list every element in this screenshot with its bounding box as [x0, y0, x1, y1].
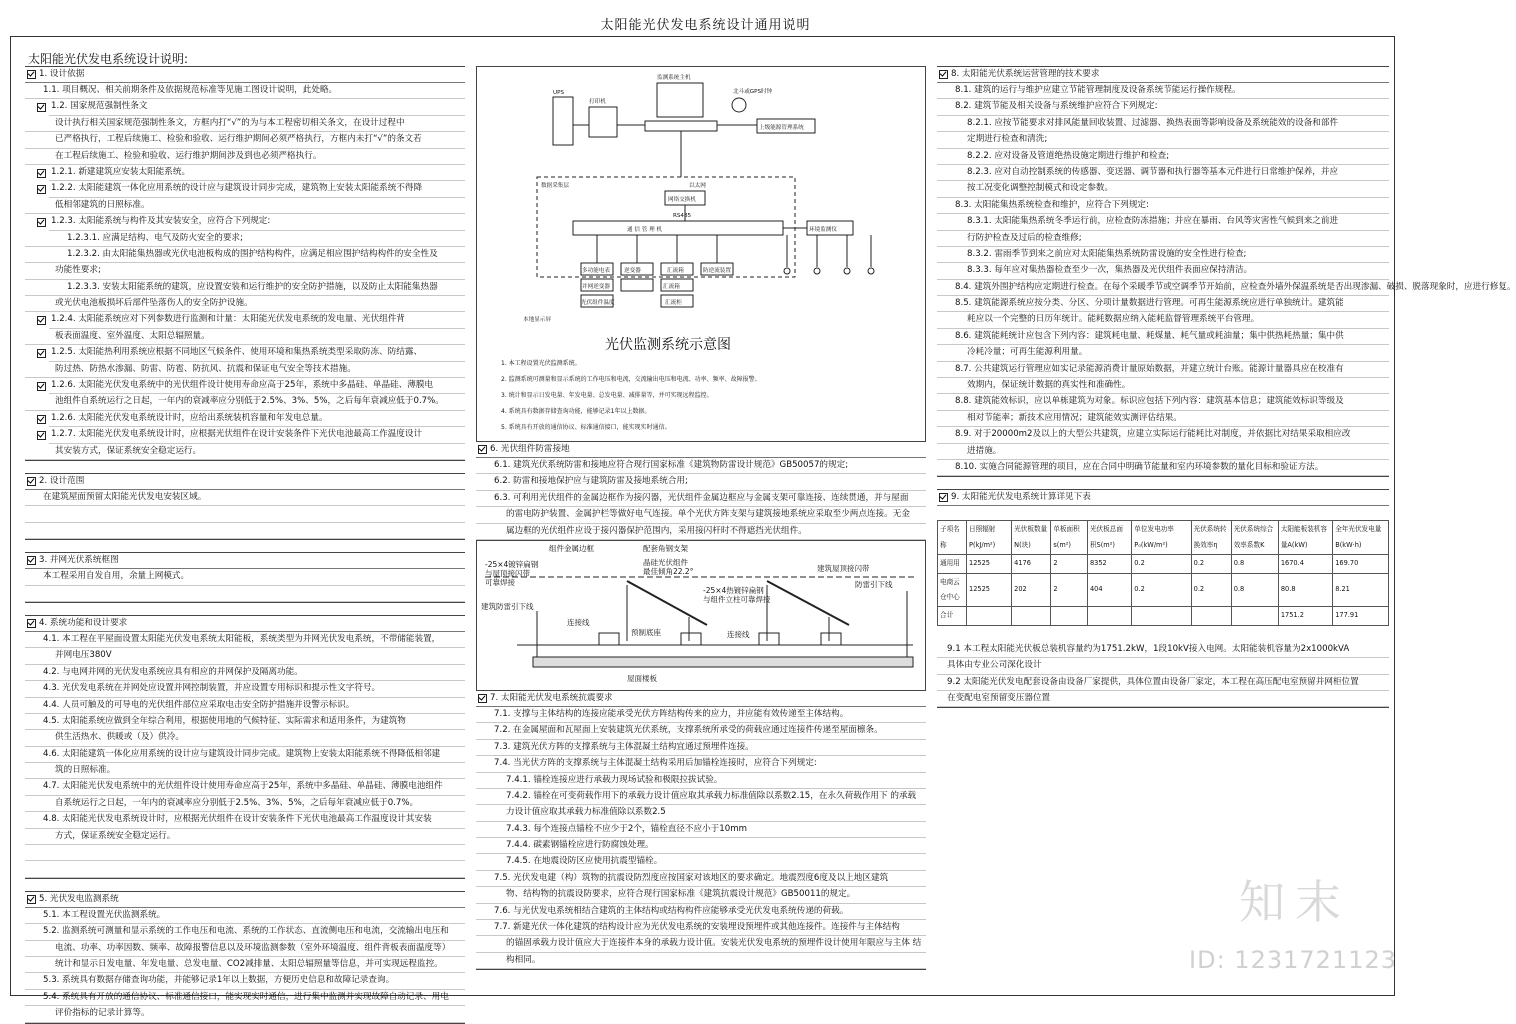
section-title: 3. 并网光伏系统框图: [39, 554, 119, 565]
left-column: [25, 66, 465, 1024]
list-item: 8.2.3. 应对自动控制系统的传感器、变送器、调节器和执行器等基本元件进行日常维护保养，并应: [937, 165, 1389, 181]
table-cell: 4176: [1012, 555, 1051, 573]
list-item: 在建筑屋面预留太阳能光伏发电安装区域。: [25, 490, 465, 506]
label-panel: 晶硅光伏组件最佳倾角22.2°: [643, 557, 694, 576]
list-item: 8.3. 太阳能集热系统检查和维护，应符合下列规定:: [937, 198, 1389, 214]
table-cell: 0.8: [1231, 555, 1278, 573]
table-header: 单板面积s(m²): [1051, 521, 1088, 555]
list-item: 8.3.2. 雷雨季节到来之前应对太阳能集热系统防雷设施的安全性进行检查;: [937, 247, 1389, 263]
checkbox-icon: [27, 477, 36, 486]
table-header: 日照辐射P(kJ/m²): [967, 521, 1012, 555]
label-steel: -25×4镀锌扁钢与屋顶接闪带可靠焊接: [485, 559, 539, 587]
sensor-icon: [814, 268, 820, 274]
precast-base: [681, 633, 701, 645]
table-cell: 12525: [967, 573, 1012, 607]
list-item: 8.7. 公共建筑运行管理应如实记录能源消费计量原始数据，并建立统计台账。能源计量器具应在校准有: [937, 362, 1389, 378]
list-item: 8.3.1. 太阳能集热系统冬季运行前，应检查防冻措施；并应在暴雨、台风等灾害性气候到来之前进: [937, 214, 1389, 230]
label-conn2: 连接线: [727, 629, 750, 639]
table-cell: [967, 607, 1012, 625]
list-item: 在工程后续施工、检验和验收、运行维护期间涉及到也必须严格执行。: [25, 149, 465, 165]
list-item: 5.1. 本工程设置光伏监测系统。: [25, 908, 465, 924]
section-4: [25, 615, 465, 879]
list-item: 自系统运行之日起，一年内的衰减率应分别低于2.5%、3%、5%，之后每年衰减应低于0.7%。: [25, 796, 465, 812]
list-item: 物、结构物的抗震设防要求，应符合现行国家标准《建筑抗震设计规范》GB50011的规定。: [476, 887, 926, 903]
calc-table: [937, 520, 1389, 625]
list-item: 8.5. 建筑能源系统应按分类、分区、分项计量数据进行管理。可再生能源系统应进行单独统计。建筑能: [937, 296, 1389, 312]
monitoring-diagram: [476, 66, 926, 442]
page-title: 太阳能光伏发电系统设计通用说明: [600, 18, 811, 33]
table-cell: 通用用: [938, 555, 967, 573]
list-item: 冷耗冷量；可再生能源利用量。: [937, 345, 1389, 361]
label-rs485: RS485: [673, 213, 692, 219]
table-cell: 8.21: [1333, 573, 1389, 607]
checkbox-icon: [37, 316, 46, 325]
section-8: [937, 66, 1516, 477]
checkbox-icon: [939, 493, 948, 502]
table-cell: 0.2: [1132, 555, 1191, 573]
list-item: 4.5. 太阳能系统应做到全年综合利用，根据使用地的气候特征、实际需求和适用条件，为建筑物: [25, 714, 465, 730]
lightning-diagram: [476, 541, 926, 691]
checkbox-icon: [37, 415, 46, 424]
label-upper: 上级能源管理系统: [759, 125, 804, 131]
section-title: 4. 系统功能和设计要求: [39, 617, 128, 628]
section-9: [937, 489, 1389, 708]
list-item: 7.2. 在金属屋面和瓦屋面上安装建筑光伏系统，支撑系统所承受的荷载应通过连接件传递至屋面檩条。: [476, 723, 926, 739]
list-item: 1.2.3.1. 应满足结构、电气及防火安全的要求;: [25, 231, 465, 247]
list-item: 属边框的光伏组件应设于接闪器保护范围内，采用接闪杆时不得遮挡光伏组件。: [476, 524, 926, 540]
table-cell: 0.2: [1191, 555, 1231, 573]
monitoring-diagram-svg: [477, 67, 925, 441]
list-item: 8.10. 实施合同能源管理的项目，应在合同中明确节能量和室内环境参数的量化目标和验证方法。: [937, 460, 1389, 476]
table-cell: 电商云仓中心: [938, 573, 967, 607]
label-host: 监测系统主机: [657, 75, 691, 81]
list-item: 相对节能率；新技术应用情况；建筑能效实测评估结果。: [937, 411, 1389, 427]
blank-row: [25, 845, 465, 861]
label-inverter: 逆变器: [624, 268, 641, 274]
section-title: 6. 光伏组件防雷接地: [490, 443, 570, 454]
list-item: 8.9. 对于20000m2及以上的大型公共建筑，应建立实际运行能耗比对制度，并依据比对结果采取相应改: [937, 427, 1389, 443]
table-cell: 0.2: [1191, 573, 1231, 607]
checkbox-icon: [939, 70, 948, 79]
list-item: 4.8. 太阳能光伏发电系统设计时，应根据光伏组件在设计安装条件下光伏电池最高工作温度设计其安装: [25, 812, 465, 828]
section-7-rows: [476, 707, 926, 969]
section-5-rows: [25, 908, 465, 1023]
table-row: [938, 573, 1389, 607]
right-column: [937, 66, 1516, 708]
section-title: 2. 设计范围: [39, 475, 85, 486]
label-base: 预制底座: [631, 627, 661, 637]
pv-panel-1: [627, 581, 707, 625]
list-item: 在变配电室预留变压器位置: [937, 691, 1389, 707]
middle-column: [476, 66, 926, 970]
label-bracket: 配套角钢支架: [643, 543, 688, 553]
section-title: 5. 光伏发电监测系统: [39, 893, 119, 904]
table-cell: 169.70: [1333, 555, 1389, 573]
table-header: 太阳能板装机容量A(kW): [1278, 521, 1332, 555]
label-printer: 打印机: [589, 99, 606, 105]
list-item: 8.2.1. 应按节能要求对排风能量回收装置、过滤器、换热表面等影响设备及系统能效的设备和部件: [937, 116, 1389, 132]
label-gps: 北斗或GPS时钟: [733, 89, 773, 95]
list-item: 4.1. 本工程在平屋面设置太阳能光伏发电系统太阳能板，系统类型为并网光伏发电系统，不带储能装置，: [25, 632, 465, 648]
label-ups: UPS: [553, 90, 565, 96]
list-item: 电流、功率、功率因数、频率、故障报警信息以及环境监测参数（室外环境温度、组件背板表面温度等）: [25, 941, 465, 957]
label-cabinet: 汇流柜: [665, 300, 682, 306]
list-item: 的锚固承载力设计值应大于连接件本身的承载力设计值。安装光伏发电系统的预埋件设计使用年限应与主体 结: [476, 936, 926, 952]
label-bus: 通 信 管 理 机: [627, 227, 663, 233]
list-item: 1.2.7. 太阳能光伏发电系统设计时，应根据光伏组件在设计安装条件下光伏电池最高工作温度设计: [49, 427, 465, 443]
list-item: 6.3. 可利用光伏组件的金属边框作为接闪器，光伏组件金属边框应与金属支架可靠连接、连续贯通，并与屋面: [476, 491, 926, 507]
collection-layer-box: [537, 177, 795, 277]
label-floor: 屋面楼板: [627, 673, 657, 683]
monitor-icon: [657, 83, 703, 117]
table-cell: 1751.2: [1278, 607, 1332, 625]
checkbox-icon: [27, 556, 36, 565]
watermark-logo: 知末: [1239, 875, 1351, 929]
list-item: 1.2.6. 太阳能光伏发电系统中的光伏组件设计使用寿命应高于25年，系统中多晶硅、单晶硅、薄膜电: [49, 378, 465, 394]
watermark-id: ID: 1231721123: [1189, 946, 1397, 974]
checkbox-icon: [27, 619, 36, 628]
label-box2: 汇流箱: [663, 284, 680, 290]
table-cell: 合计: [938, 607, 967, 625]
section-title: 1. 设计依据: [39, 68, 85, 79]
section-8-rows: [937, 83, 1516, 476]
section-6-rows: [476, 458, 926, 540]
blank-row: [25, 861, 465, 877]
section-title: 9. 太阳能光伏发电系统计算详见下表: [951, 492, 1091, 503]
list-item: 效期内，保证统计数据的真实性和准确性。: [937, 378, 1389, 394]
list-item: 1.2.3.2. 由太阳能集热器或光伏电池板构成的围护结构构件，应满足相应围护结构构件的安全性及: [25, 247, 465, 263]
blank-row: [25, 586, 465, 602]
diagram-note: 3. 统计和显示日发电量、年发电量、总发电量、减排量等，并可实现远程监控。: [501, 392, 713, 399]
diagram-note: 1. 本工程设置光伏监测系统。: [501, 360, 581, 367]
checkbox-icon: [27, 70, 36, 79]
section-title: 8. 太阳能光伏系统运营管理的技术要求: [951, 68, 1100, 79]
diagram-note: 2. 监测系统可测量和显示系统的工作电压和电流，交流输出电压和电流、功率、频率、故障报警。: [501, 376, 761, 383]
table-cell: 202: [1012, 573, 1051, 607]
list-item: 防过热、防热水渗漏、防雷、防雹、防抗风、抗震和保证电气安全等技术措施。: [25, 362, 465, 378]
table-cell: 0.2: [1132, 573, 1191, 607]
table-cell: 1670.4: [1278, 555, 1332, 573]
list-item: 行防护检查及过后的检查维修;: [937, 231, 1389, 247]
table-row: [938, 555, 1389, 573]
label-switch: 以太网: [689, 183, 706, 189]
section-7: [476, 691, 926, 970]
list-item: 1.2.2. 太阳能建筑一体化应用系统的设计应与建筑设计同步完成，建筑物上安装太阳能系统不得降: [49, 181, 465, 197]
lightning-diagram-svg: [477, 541, 925, 689]
list-item: 7.4.1. 锚栓连接应进行承载力现场试验和极限拉拔试验。: [476, 773, 926, 789]
label-env: 环境监测仪: [809, 227, 837, 233]
list-item: 6.2. 防雷和接地保护应与建筑防雷及接地系统合用;: [476, 474, 926, 490]
list-item: 4.6. 太阳能建筑一体化应用系统的设计应与建筑设计同步完成。建筑物上安装太阳能系统不得降低相邻建: [25, 747, 465, 763]
list-item: 6.1. 建筑光伏系统防雷和接地应符合现行国家标准《建筑物防雷设计规范》GB50057的规定;: [476, 458, 926, 474]
checkbox-icon: [37, 169, 46, 178]
precast-base: [821, 633, 841, 645]
list-item: 并网电压380V: [25, 648, 465, 664]
checkbox-icon: [37, 103, 46, 112]
list-item: 耗应以一个完整的日历年统计。能耗数据应纳入能耗监督管理系统平台管理。: [937, 312, 1389, 328]
list-item: 的雷电防护装置、金属护栏等做好电气连接。单个光伏方阵支架与建筑接地系统应采取至少两点连接。无金: [476, 507, 926, 523]
list-item: 1.2.3. 太阳能系统与构件及其安装安全，应符合下列规定:: [49, 214, 465, 230]
calc-table-body: [938, 555, 1389, 626]
list-item: 7.5. 光伏发电建（构）筑物的抗震设防烈度应按国家对该地区的要求确定。地震烈度6度及以上地区建筑: [476, 871, 926, 887]
list-item: 1.2.1. 新建建筑应安装太阳能系统。: [49, 165, 465, 181]
section-6: [476, 442, 926, 541]
list-item: 筑的日照标准。: [25, 763, 465, 779]
list-item: 其安装方式，保证系统安全稳定运行。: [25, 444, 465, 460]
list-item: 定期进行检查和清洗;: [937, 132, 1389, 148]
list-item: 7.7. 新建光伏一体化建筑的结构设计应为光伏发电系统的安装埋设预埋件或其他连接件。连接件与主体结构: [476, 920, 926, 936]
list-item: 4.7. 太阳能光伏发电系统中的光伏组件设计使用寿命应高于25年，系统中多晶硅、单晶硅、薄膜电池组件: [25, 779, 465, 795]
section-2: [25, 473, 465, 540]
list-item: 力设计值应取其承载力标准值除以系数2.5: [476, 805, 926, 821]
table-cell: 8352: [1087, 555, 1131, 573]
table-header: 光伏板总面积S(m²): [1087, 521, 1131, 555]
pv-panel-2: [767, 581, 849, 625]
list-item: 8.3.3. 每年应对集热器检查至少一次，集热器及光伏组件表面应保持清洁。: [937, 263, 1389, 279]
checkbox-icon: [37, 431, 46, 440]
list-item: 8.4. 建筑外围护结构应定期进行检查。在每个采暖季节或空调季节开始前，应检查外墙外保温系统是否出现渗漏、破损、脱落现象时，应进行修复。: [937, 280, 1389, 296]
table-cell: 80.8: [1278, 573, 1332, 607]
section-1-rows: [25, 83, 465, 460]
label-collection: 数据采集层: [541, 183, 569, 189]
list-item: 4.2. 与电网并网的光伏发电系统应具有相应的并网保护及隔离功能。: [25, 665, 465, 681]
diagram-note: 4. 系统具有数据存储查询功能，能够记录1年以上数据。: [501, 408, 651, 415]
label-down-right: 防雷引下线: [855, 579, 893, 589]
checkbox-icon: [37, 218, 46, 227]
table-header: 光伏板数量N(块): [1012, 521, 1051, 555]
table-cell: 404: [1087, 573, 1131, 607]
table-header: 单位发电功率P₀(kW/m²): [1132, 521, 1191, 555]
diagram-title: 光伏监测系统示意图: [605, 337, 731, 353]
checkbox-icon: [37, 185, 46, 194]
ups-icon: [553, 97, 573, 145]
table-header: 光伏系统综合效率系数K: [1231, 521, 1278, 555]
list-item: 7.4.2. 锚栓在可变荷载作用下的承载力设计值应取其承载力标准值除以系数2.15，在永久荷载作用下 的承载: [476, 789, 926, 805]
table-header: 子项名称: [938, 521, 967, 555]
list-item: 低相邻建筑的日照标准。: [25, 198, 465, 214]
label-conn: 连接线: [567, 617, 590, 627]
sensor-icon: [784, 268, 790, 274]
list-item: 进措施。: [937, 444, 1389, 460]
list-item: 供生活热水、供暖或（及）供冷。: [25, 730, 465, 746]
section-1: [25, 66, 465, 461]
checkbox-icon: [27, 895, 36, 904]
roof-slab: [533, 657, 913, 667]
list-item: 方式，保证系统安全稳定运行。: [25, 829, 465, 845]
list-item: 构相同。: [476, 953, 926, 969]
table-header-row: [938, 521, 1389, 555]
blank-row: [25, 506, 465, 522]
label-combiner: 汇流箱: [667, 268, 684, 274]
list-item: 8.1. 建筑的运行与维护应建立节能管理制度及设备系统节能运行操作规程。: [937, 83, 1389, 99]
label-temp: 光伏组件温度: [581, 300, 615, 306]
section-5: [25, 891, 465, 1024]
list-item: 7.1. 支撑与主体结构的连接应能承受光伏方阵结构传来的应力，并应能有效传递至主体结构。: [476, 707, 926, 723]
label-steel2: -25×4热镀锌扁钢与组件立柱可靠焊接: [703, 585, 771, 604]
list-item: 评价指标的记录计算等。: [25, 1006, 465, 1022]
table-cell: [1191, 607, 1231, 625]
list-item: 板表面温度、室外温度、太阳总辐照量。: [25, 329, 465, 345]
checkbox-icon: [37, 382, 46, 391]
list-item: 1.2.5. 太阳能热利用系统应根据不同地区气候条件、使用环境和集热系统类型采取防冻、防结露、: [49, 345, 465, 361]
label-relay: 防逆流装置: [703, 268, 731, 274]
list-item: 8.8. 建筑能效标识，应以单栋建筑为对象。标识应包括下列内容：建筑基本信息；建筑能效标识等级及: [937, 394, 1389, 410]
list-item: 9.2 太阳能光伏发电配套设备由设备厂家提供，具体位置由设备厂家定，本工程在高压配电室预留并网柜位置: [937, 675, 1389, 691]
list-item: 1.2.4. 太阳能系统应对下列参数进行监测和计量：太阳能光伏发电系统的发电量、光伏组件背: [49, 312, 465, 328]
table-cell: [1051, 607, 1088, 625]
list-item: 统计和显示日发电量、年发电量、总发电量、CO2减排量、太阳总辐照量等信息，并可实现远程监控。: [25, 957, 465, 973]
list-item: 按工况变化调整控制模式和设定参数。: [937, 181, 1389, 197]
table-cell: [1087, 607, 1131, 625]
list-item: 8.2. 建筑节能及相关设备与系统维护应符合下列规定:: [937, 99, 1389, 115]
list-item: 已严格执行，工程后续施工、检验和验收、运行维护期间必须严格执行，方框内未打“√”的条文若: [25, 132, 465, 148]
printer-icon: [589, 107, 617, 137]
label-down-left: 建筑防雷引下线: [481, 601, 534, 611]
table-header: 光伏系统转换效率η: [1191, 521, 1231, 555]
table-cell: 2: [1051, 573, 1088, 607]
table-row: [938, 607, 1389, 625]
inverter-box-2: [621, 279, 653, 291]
list-item: 5.3. 系统具有数据存储查询功能，并能够记录1年以上数据，方便历史信息和故障记录查询。: [25, 973, 465, 989]
list-item: 池组件自系统运行之日起，一年内的衰减率应分别低于2.5%、3%、5%，之后每年衰减应低于0.7%。: [25, 394, 465, 410]
table-cell: 12525: [967, 555, 1012, 573]
list-item: 或光伏电池板损坏后部件坠落伤人的安全防护设施。: [25, 296, 465, 312]
comm-manager-box: [573, 221, 783, 235]
list-item: 8.2.2. 应对设备及管道绝热设施定期进行维护和检查;: [937, 149, 1389, 165]
precast-base: [599, 633, 619, 645]
checkbox-icon: [478, 445, 487, 454]
sensor-icon: [868, 268, 874, 274]
blank-row: [25, 523, 465, 539]
label-gateway: 网络交换机: [668, 197, 696, 203]
table-cell: 0.8: [1231, 573, 1278, 607]
list-item: 1.1. 项目概况、相关前期条件及依据规范标准等见施工图设计说明，此处略。: [25, 83, 465, 99]
list-item: 1.2. 国家规范强制性条文: [49, 99, 465, 115]
section-4-rows: [25, 632, 465, 845]
label-frame: 组件金属边框: [549, 543, 594, 553]
section-3: [25, 552, 465, 603]
label-grid-inverter: 并网逆变器: [582, 284, 610, 290]
list-item: 1.2.6. 太阳能光伏发电系统设计时，应给出系统装机容量和年发电总量。: [49, 411, 465, 427]
list-item: 9.1 本工程太阳能光伏板总装机容量约为1751.2kW，1段10kV接入电网。太阳能装机容量为2x1000kVA: [937, 642, 1389, 658]
list-item: 5.2. 监测系统可测量和显示系统的工作电压和电流、系统的工作状态、直流侧电压和电流，交流输出电压和: [25, 924, 465, 940]
sensor-icon: [844, 268, 850, 274]
list-item: 4.3. 光伏发电系统在并网处应设置并网控制装置，并应设置专用标识和提示性文字符号。: [25, 681, 465, 697]
label-belt: 建筑屋顶接闪带: [817, 563, 870, 573]
gps-antenna-icon: [732, 98, 746, 112]
keyboard-icon: [645, 121, 717, 131]
list-item: 4.4. 人员可触及的可导电的光伏组件部位应采取电击安全防护措施并设警示标识。: [25, 698, 465, 714]
table-cell: [1132, 607, 1191, 625]
table-cell: [1231, 607, 1278, 625]
checkbox-icon: [37, 349, 46, 358]
label-local: 本地显示屏: [523, 317, 551, 323]
list-item: 1.2.3.3. 安装太阳能系统的建筑，应设置安装和运行维护的安全防护措施，以及防止太阳能集热器: [25, 280, 465, 296]
table-cell: [1012, 607, 1051, 625]
list-item: 7.4. 当光伏方阵的支撑系统与主体混凝土结构采用后加锚栓连接时，应符合下列规定:: [476, 756, 926, 772]
table-header: 全年光伏发电量B(kW·h): [1333, 521, 1389, 555]
document-heading: 太阳能光伏发电系统设计说明:: [28, 52, 189, 66]
list-item: 7.4.3. 每个连接点锚栓不应少于2个，锚栓直径不应小于10mm: [476, 822, 926, 838]
table-cell: 177.91: [1333, 607, 1389, 625]
list-item: 功能性要求;: [25, 263, 465, 279]
list-item: 7.4.5. 在地震设防区应使用抗震型锚栓。: [476, 854, 926, 870]
label-meter: 多功能电表: [582, 268, 610, 274]
precast-base: [759, 633, 779, 645]
list-item: 8.6. 建筑能耗统计应包含下列内容：建筑耗电量、耗煤量、耗气量或耗油量；集中供热耗热量；集中供: [937, 329, 1389, 345]
list-item: 7.4.4. 碳素钢锚栓应进行防腐蚀处理。: [476, 838, 926, 854]
list-item: 7.6. 与光伏发电系统相结合建筑的主体结构或结构构件应能够承受光伏发电系统传递的荷载。: [476, 904, 926, 920]
list-item: 本工程采用自发自用，余量上网模式。: [25, 569, 465, 585]
table-cell: 2: [1051, 555, 1088, 573]
diagram-note: 5. 系统具有开放的通信协议、标准通信接口，能实现实时通信。: [501, 424, 671, 431]
section-title: 7. 太阳能光伏发电系统抗震要求: [490, 692, 613, 703]
list-item: 5.4. 系统具有开放的通信协议、标准通信接口，能实现实时通信，进行集中监测并实现故障自动记录、用电: [25, 990, 465, 1006]
checkbox-icon: [478, 694, 487, 703]
list-item: 具体由专业公司深化设计: [937, 658, 1389, 674]
list-item: 设计执行相关国家规范强制性条文，方框内打“√”的为与本工程密切相关条文，在设计过程中: [25, 116, 465, 132]
list-item: 7.3. 建筑光伏方阵的支撑系统与主体混凝土结构宜通过预埋件连接。: [476, 740, 926, 756]
